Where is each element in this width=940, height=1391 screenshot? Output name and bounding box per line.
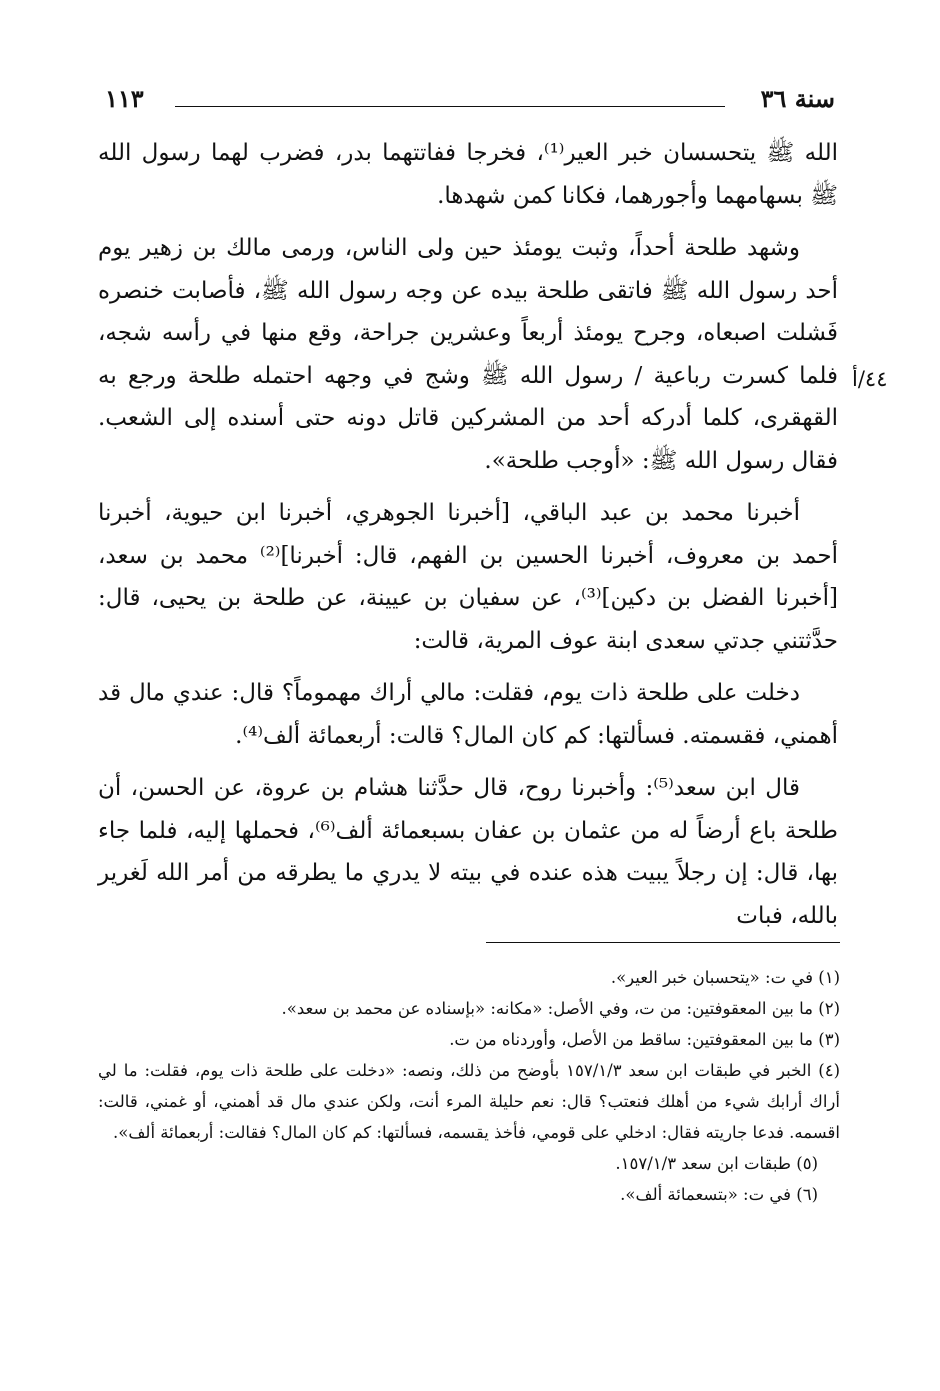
footnotes <box>98 962 840 1210</box>
paragraph: أخبرنا محمد بن عبد الباقي، [أخبرنا الجوهري، أخبرنا ابن حيوية، أخبرنا أحمد بن معروف، أخبرنا الحسين بن الفهم، قال: أخبرنا]⁽²⁾ محمد بن سعد، [أخبرنا الفضل بن دكين]⁽³⁾، عن سفيان بن عيينة، عن طلحة بن يحيى، قال: حدَّثتني جدتي سعدى ابنة عوف المرية، قالت: <box>98 500 839 654</box>
page-header <box>105 84 835 124</box>
footnote: (٣) ما بين المعقوفتين: ساقط من الأصل، وأوردناه من ت. <box>449 1030 840 1049</box>
footnote: (٤) الخبر في طبقات ابن سعد ١٥٧/١/٣ بأوضح من ذلك، ونصه: «دخلت على طلحة ذات يوم، فقلت: ما لي أراك أرابك شيء من أهلك فنعتب؟ قال: نعم حليلة المرء أنت، ولكن عندي مال قد أهمني، أو غمني، قالت: اقسمه. فدعا جاريته فقال: ادخلي على قومي، فأخذ يقسمه، فسألتها: كم كان المال؟ فقالت: أربعمائة ألف». <box>98 1061 840 1142</box>
footnote: (٦) في ت: «بتسعمائة ألف». <box>620 1185 818 1204</box>
paragraph: قال ابن سعد⁽⁵⁾: وأخبرنا روح، قال حدَّثنا هشام بن عروة، عن الحسن، أن طلحة باع أرضاً له من عثمان بن عفان بسبعمائة ألف⁽⁶⁾، فحملها إليه، فلما جاء بها، قال: إن رجلاً يبيت هذه عنده في بيته لا يدري ما يطرقه من أمر الله لَغرير بالله، فبات <box>98 775 838 929</box>
manuscript-folio-marker: ٤٤/أ <box>852 367 888 391</box>
paragraph: دخلت على طلحة ذات يوم، فقلت: مالي أراك مهموماً؟ قال: عندي مال قد أهمني، فقسمته. فسألتها: كم كان المال؟ قالت: أربعمائة ألف⁽⁴⁾. <box>98 680 838 749</box>
footnote: (٢) ما بين المعقوفتين: من ت، وفي الأصل: «مكانه: «بإسناده عن محمد بن سعد». <box>281 999 840 1018</box>
main-text <box>98 132 838 947</box>
header-rule <box>175 106 725 107</box>
footnote-rule <box>486 942 840 943</box>
footnote: (٥) طبقات ابن سعد ١٥٧/١/٣. <box>615 1154 818 1173</box>
running-head-year: سنة ٣٦ <box>760 84 835 113</box>
page-number: ١١٣ <box>105 84 144 113</box>
paragraph: الله ﷺ يتحسسان خبر العير⁽¹⁾، فخرجا ففاتتهما بدر، فضرب لهما رسول الله ﷺ بسهامهما وأجورهما، فكانا كمن شهدها. <box>98 140 838 209</box>
paragraph: وشهد طلحة أحداً، وثبت يومئذ حين ولى الناس، ورمى مالك بن زهير يوم أحد رسول الله ﷺ فاتقى طلحة بيده عن وجه رسول الله ﷺ، فأصابت خنصره فَشلت اصبعاه، وجرح يومئذ أربعاً وعشرين جراحة، وقع منها في رأسه شجه، فلما كسرت رباعية / رسول الله ﷺ وشج في وجهه احتمله طلحة ورجع به القهقرى، كلما أدركه أحد من المشركين قاتل دونه حتى أسنده إلى الشعب. فقال رسول الله ﷺ: «أوجب طلحة». <box>98 235 838 474</box>
footnote: (١) في ت: «يتحسبان خبر العير». <box>610 968 840 987</box>
